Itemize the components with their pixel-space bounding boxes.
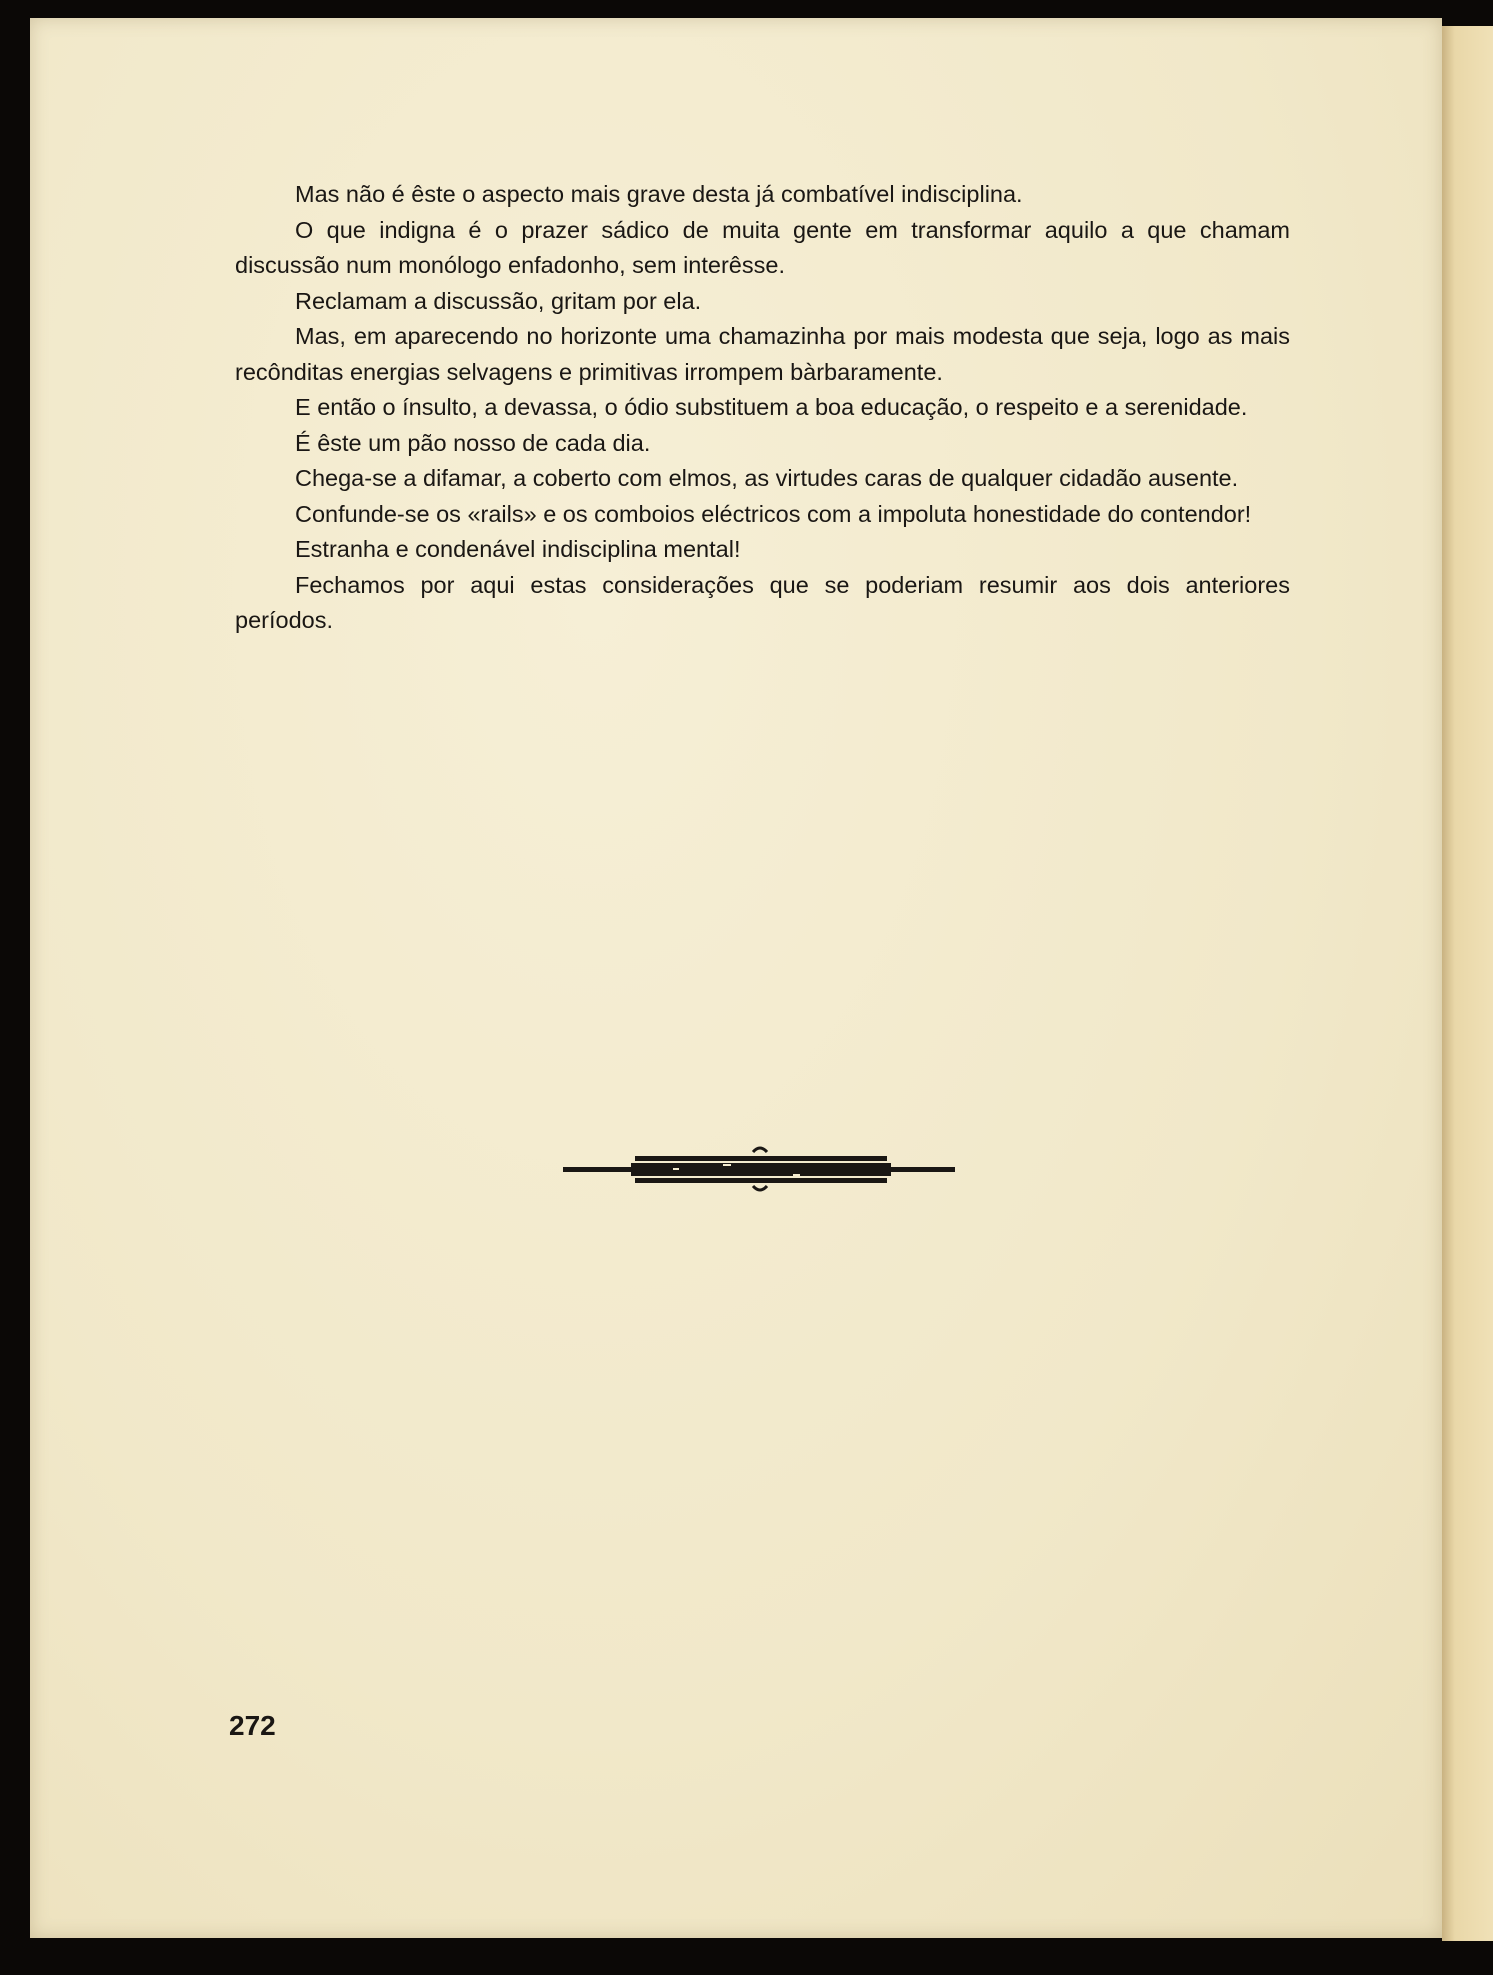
paragraph: Confunde-se os «rails» e os comboios eléctricos com a impoluta honestidade do contendor! — [295, 500, 1252, 527]
paragraph: O que indigna é o prazer sádico de muita gente em transformar aquilo a que chamam discussão num monólogo enfadonho, sem interêsse. — [235, 216, 1290, 278]
paragraph: E então o ínsulto, a devassa, o ódio substituem a boa educação, o respeito e a serenidade. — [295, 394, 1248, 420]
adjacent-page-edge — [1442, 26, 1493, 1941]
page-number: 272 — [229, 1710, 276, 1741]
ornament-divider-icon — [563, 1142, 955, 1196]
paragraph: É êste um pão nosso de cada dia. — [295, 429, 651, 456]
paragraph: Mas, em aparecendo no horizonte uma chamazinha por mais modesta que seja, logo as mais recônditas energias selvagens e primitivas irrompem bàrbaramente. — [235, 323, 1290, 385]
paragraph: Fechamos por aqui estas considerações que se poderiam resumir aos dois anteriores períodos. — [235, 571, 1290, 633]
paragraph: Reclamam a discussão, gritam por ela. — [295, 287, 702, 314]
paragraph: Mas não é êste o aspecto mais grave desta já combatível indisciplina. — [295, 181, 1023, 207]
paragraph: Estranha e condenável indisciplina mental! — [295, 536, 741, 562]
body-text — [235, 177, 1290, 639]
paragraph: Chega-se a difamar, a coberto com elmos, as virtudes caras de qualquer cidadão ausente. — [295, 465, 1239, 491]
